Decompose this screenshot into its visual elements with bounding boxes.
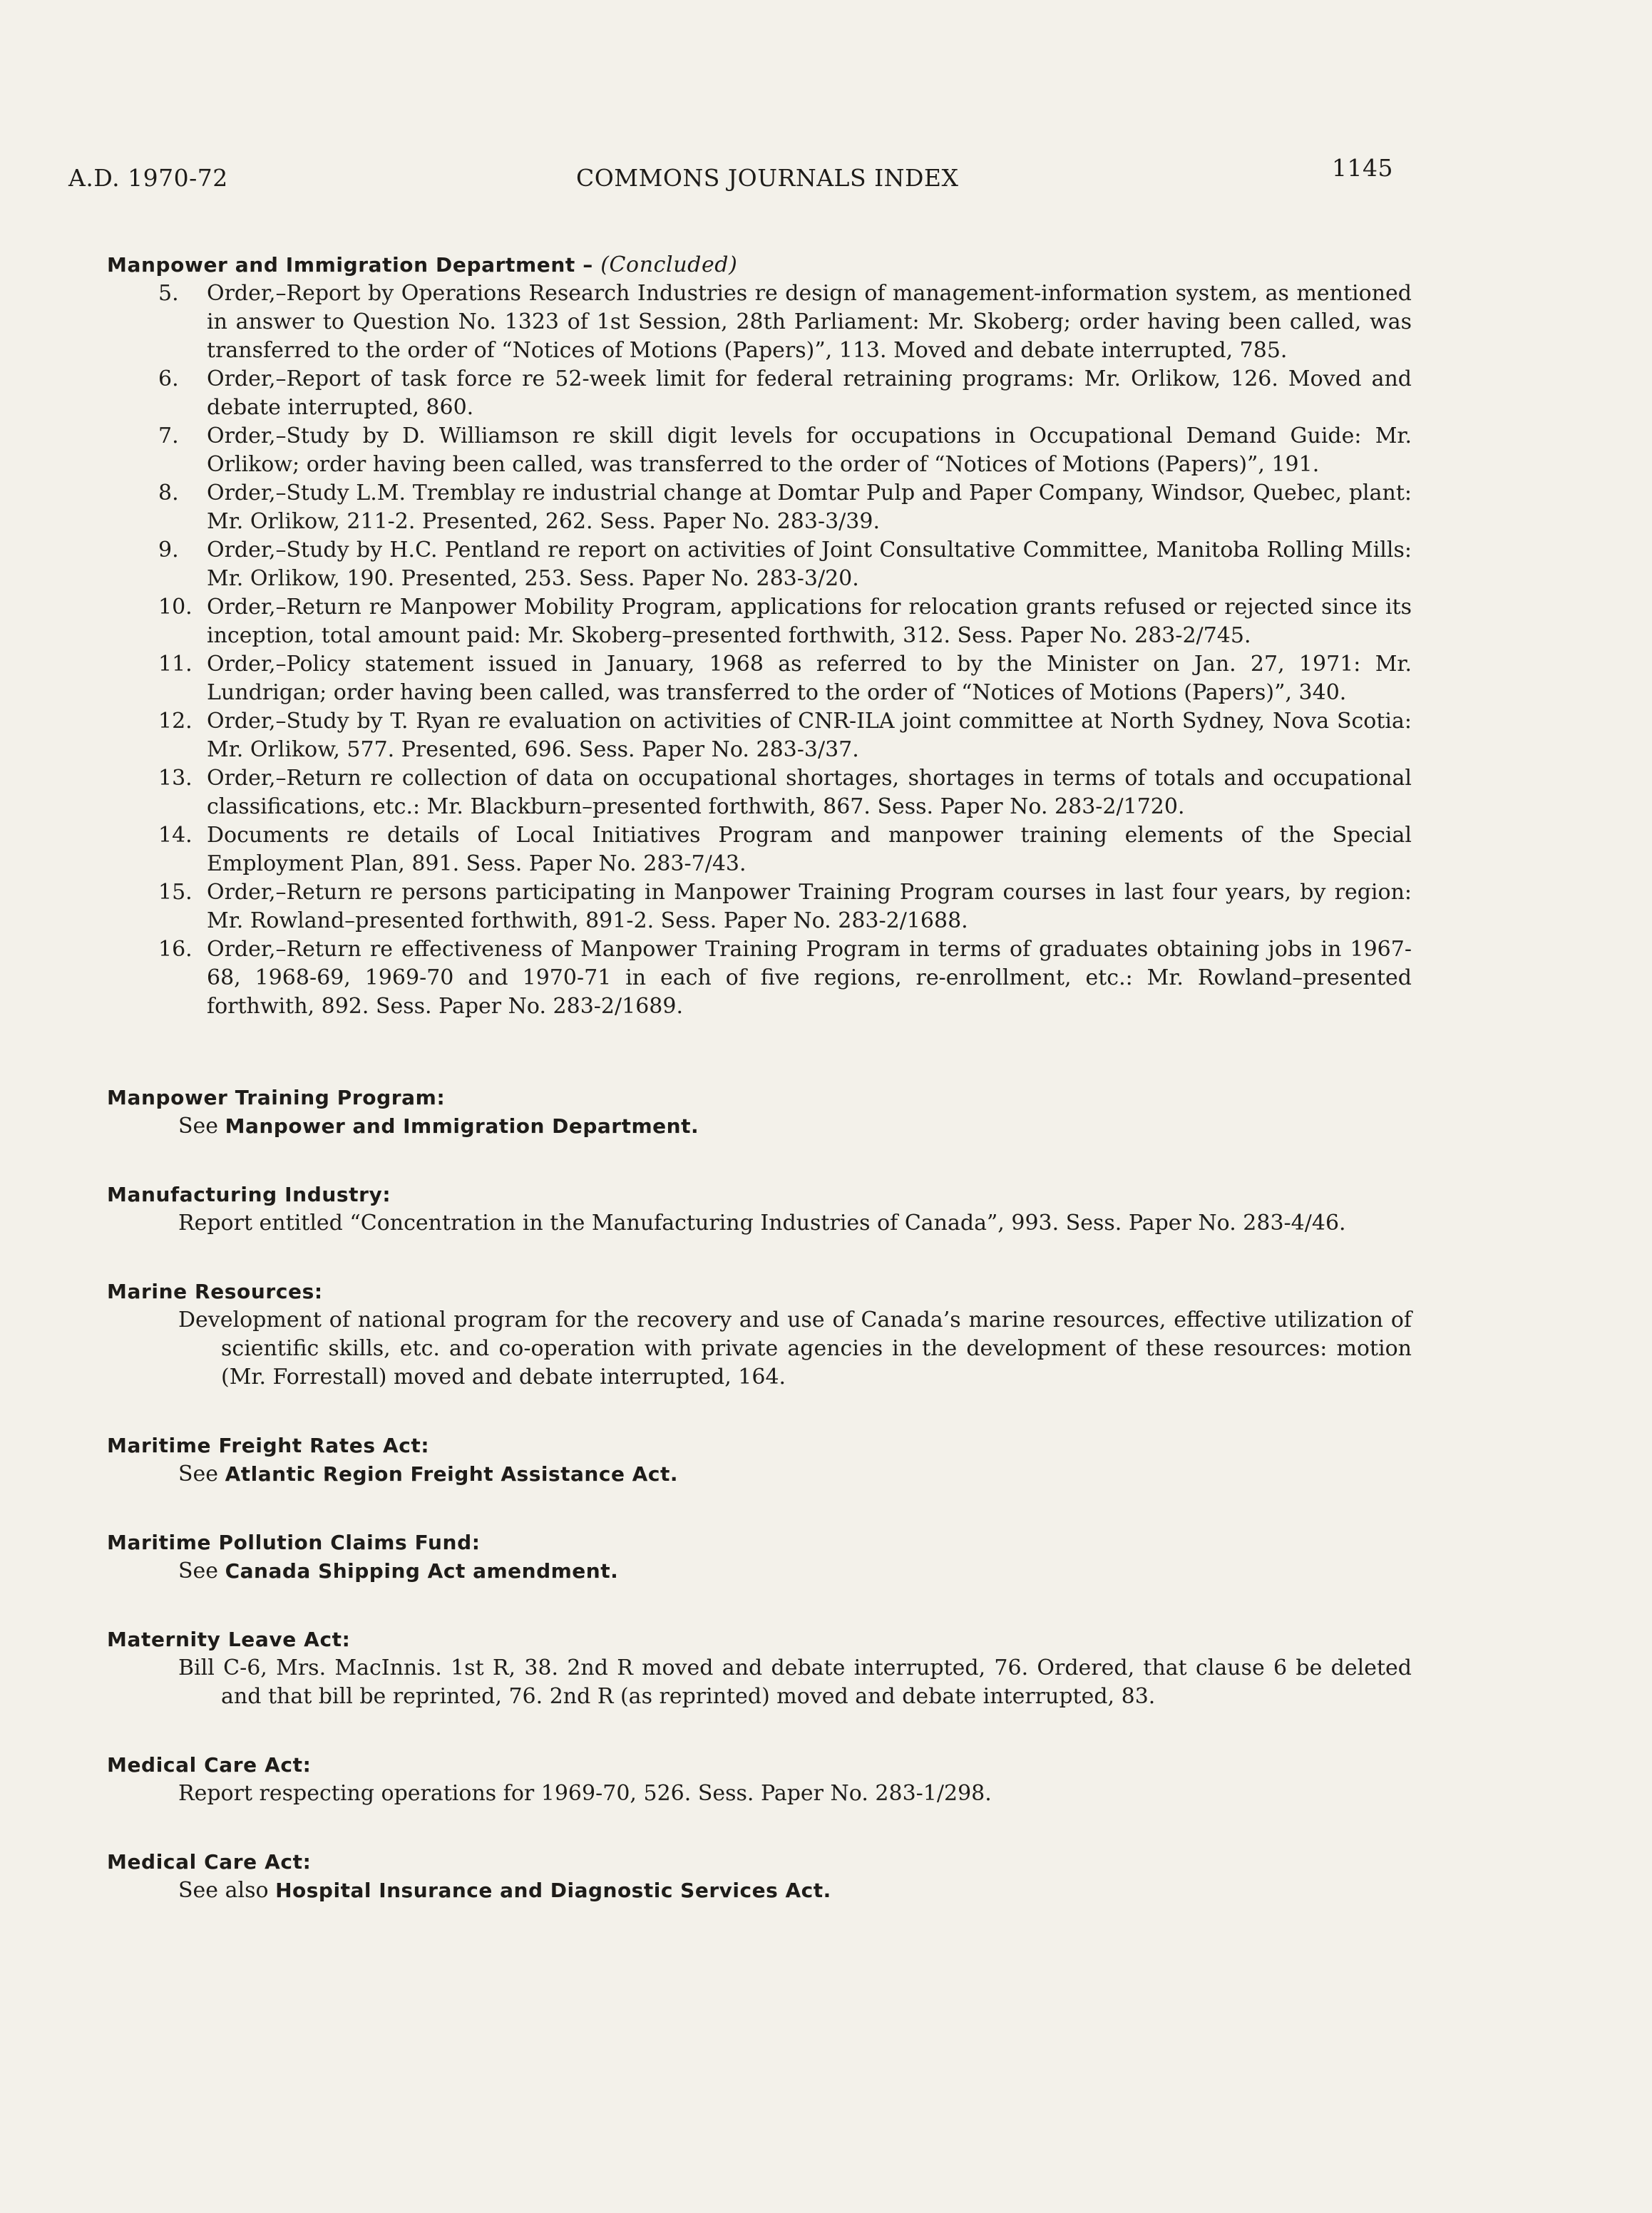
entry-medical-care-report	[107, 1751, 1412, 1808]
list-item: 11. Order,–Policy statement issued in January, 1968 as referred to by the Minister on Jan. 27, 1971: Mr. Lundrigan; order having been called, was transferred to the order of “Notices of Motions (Papers)”, 340.	[158, 652, 1412, 705]
entry-text: Report entitled “Concentration in the Manufacturing Industries of Canada”, 993. Sess. Paper No. 283-4/46.	[178, 1211, 1346, 1236]
list-item: 16. Order,–Return re effectiveness of Manpower Training Program in terms of graduates obtaining jobs in 1967-68, 1968-69, 1969-70 and 1970-71 in each of five regions, re-enrollment, etc.: Mr. Rowland–presented forthwith, 892. Sess. Paper No. 283-2/1689.	[158, 937, 1412, 1019]
entry-maritime-pollution	[107, 1529, 1412, 1586]
entry-heading: Medical Care Act:	[107, 1850, 312, 1874]
list-item: 5. Order,–Report by Operations Research Industries re design of management-information system, as mentioned in answer to Question No. 1323 of 1st Session, 28th Parliament: Mr. Skoberg; order having been called, was transferred to the order of “Notices of Motions (Papers)”, 113. Moved and debate interrupted, 785.	[158, 281, 1412, 363]
list-item: 9. Order,–Study by H.C. Pentland re report on activities of Joint Consultative Committee, Manitoba Rolling Mills: Mr. Orlikow, 190. Presented, 253. Sess. Paper No. 283-3/20.	[158, 538, 1412, 591]
entry-text: Report respecting operations for 1969-70, 526. Sess. Paper No. 283-1/298.	[178, 1781, 992, 1806]
entry-marine-resources	[107, 1278, 1412, 1392]
entry-see-ref: See Manpower and Immigration Department.	[178, 1114, 699, 1139]
entry-heading: Medical Care Act:	[107, 1753, 312, 1777]
running-head-date: A.D. 1970-72	[68, 164, 228, 192]
entry-heading: Maternity Leave Act:	[107, 1628, 351, 1651]
entry-heading: Marine Resources:	[107, 1280, 323, 1303]
page-number: 1145	[1332, 154, 1393, 182]
entry-heading: Manpower Training Program:	[107, 1086, 446, 1109]
entry-medical-care-see-also	[107, 1848, 1412, 1905]
subentry-list	[107, 279, 1412, 1021]
list-item: 6. Order,–Report of task force re 52-week limit for federal retraining programs: Mr. Orlikow, 126. Moved and debate interrupted, 860.	[158, 366, 1412, 420]
list-item: 14. Documents re details of Local Initiatives Program and manpower training elements of the Special Employment Plan, 891. Sess. Paper No. 283-7/43.	[158, 823, 1412, 876]
entry-text: Bill C-6, Mrs. MacInnis. 1st R, 38. 2nd R moved and debate interrupted, 76. Ordered, that clause 6 be deleted and that bill be reprinted, 76. 2nd R (as reprinted) moved and debate interrupted, 83.	[178, 1655, 1412, 1709]
entry-manpower-training	[107, 1084, 1412, 1141]
running-head-title: COMMONS JOURNALS INDEX	[576, 164, 959, 192]
entry-manufacturing	[107, 1181, 1412, 1238]
entry-heading: Maritime Freight Rates Act:	[107, 1434, 430, 1457]
continued-note: (Concluded)	[600, 252, 738, 277]
entry-maritime-freight	[107, 1432, 1412, 1489]
entry-heading-manpower-immigration: Manpower and Immigration Department – (Concluded)	[107, 252, 738, 277]
entry-heading: Maritime Pollution Claims Fund:	[107, 1531, 481, 1554]
list-item: 8. Order,–Study L.M. Tremblay re industrial change at Domtar Pulp and Paper Company, Windsor, Quebec, plant: Mr. Orlikow, 211-2. Presented, 262. Sess. Paper No. 283-3/39.	[158, 481, 1412, 534]
list-item: 7. Order,–Study by D. Williamson re skill digit levels for occupations in Occupational Demand Guide: Mr. Orlikow; order having been called, was transferred to the order of “Notices of Motions (Papers)”, 191.	[158, 423, 1412, 477]
entry-heading: Manufacturing Industry:	[107, 1183, 391, 1206]
entry-see-ref: See also Hospital Insurance and Diagnostic Services Act.	[178, 1878, 831, 1903]
list-item: 10. Order,–Return re Manpower Mobility Program, applications for relocation grants refused or rejected since its inception, total amount paid: Mr. Skoberg–presented forthwith, 312. Sess. Paper No. 283-2/745.	[158, 595, 1412, 648]
list-item: 15. Order,–Return re persons participating in Manpower Training Program courses in last four years, by region: Mr. Rowland–presented forthwith, 891-2. Sess. Paper No. 283-2/1688.	[158, 880, 1412, 933]
entry-see-ref: See Canada Shipping Act amendment.	[178, 1559, 619, 1583]
entry-text: Development of national program for the recovery and use of Canada’s marine resources, effective utilization of scientific skills, etc. and co-operation with private agencies in the development of these resources: motion (Mr. Forrestall) moved and debate interrupted, 164.	[178, 1308, 1412, 1390]
entry-maternity-leave	[107, 1626, 1412, 1711]
list-item: 13. Order,–Return re collection of data on occupational shortages, shortages in terms of totals and occupational classifications, etc.: Mr. Blackburn–presented forthwith, 867. Sess. Paper No. 283-2/1720.	[158, 766, 1412, 819]
list-item: 12. Order,–Study by T. Ryan re evaluation on activities of CNR-ILA joint committee at North Sydney, Nova Scotia: Mr. Orlikow, 577. Presented, 696. Sess. Paper No. 283-3/37.	[158, 709, 1412, 762]
entry-see-ref: See Atlantic Region Freight Assistance Act.	[178, 1462, 678, 1487]
index-body	[107, 251, 1412, 1905]
